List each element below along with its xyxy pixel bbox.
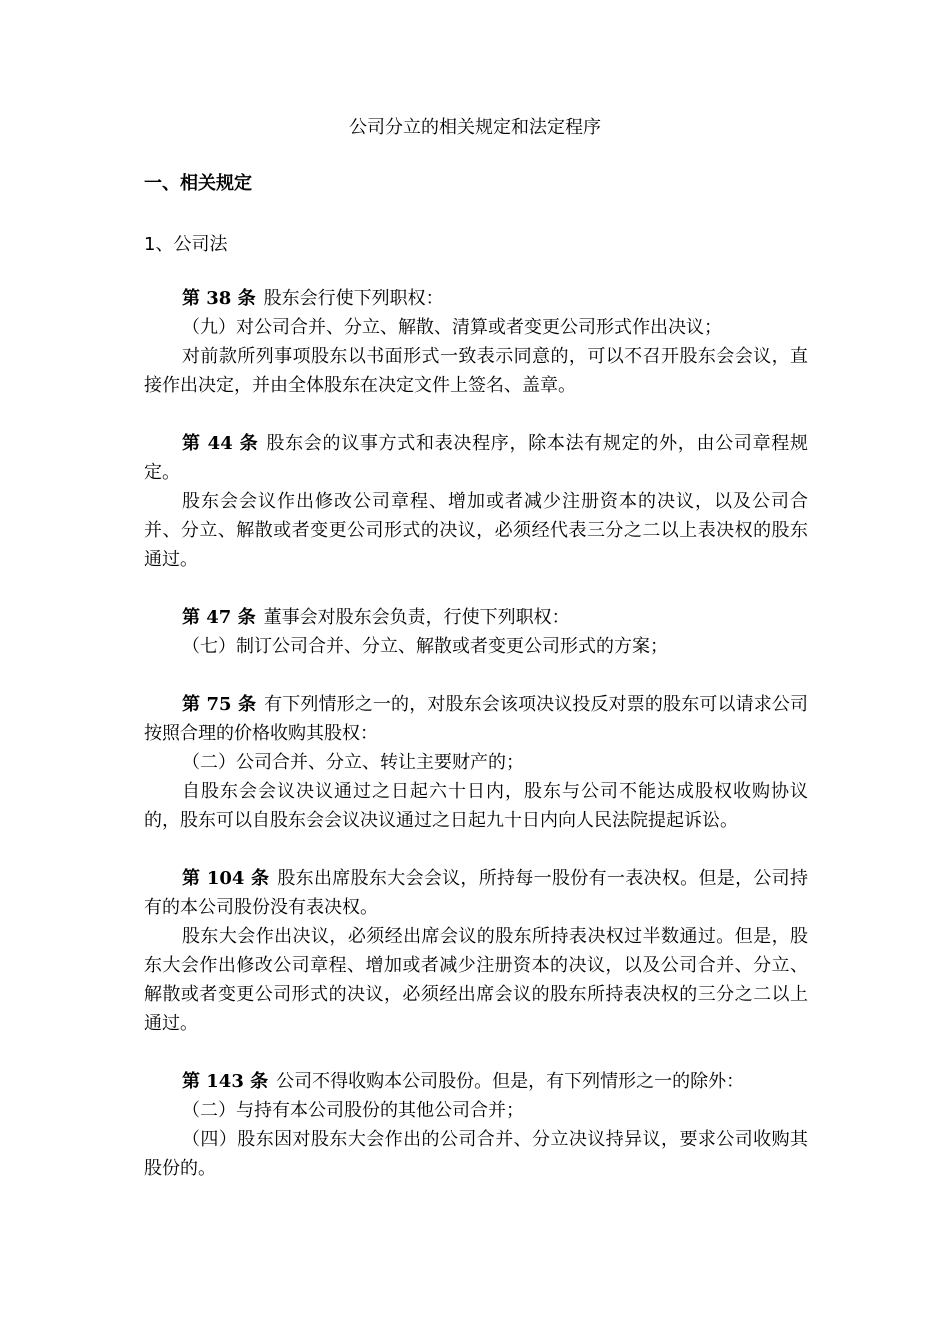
article-list xyxy=(144,284,808,1212)
article-38 xyxy=(144,284,808,400)
article-number: 第 143 条 xyxy=(182,1071,269,1092)
article-paragraph: （九）对公司合并、分立、解散、清算或者变更公司形式作出决议； xyxy=(182,317,722,338)
article-text: 公司不得收购本公司股份。但是，有下列情形之一的除外： xyxy=(276,1071,745,1092)
article-paragraph xyxy=(144,429,808,487)
article-paragraph xyxy=(144,864,808,922)
article-143 xyxy=(144,1067,808,1183)
article-paragraph xyxy=(144,1067,808,1096)
article-text: 股东会行使下列职权： xyxy=(263,288,444,309)
article-47 xyxy=(144,603,808,661)
article-paragraph: （二）与持有本公司股份的其他公司合并； xyxy=(182,1100,524,1121)
article-number: 第 104 条 xyxy=(182,868,270,889)
article-paragraph xyxy=(144,690,808,748)
article-104 xyxy=(144,864,808,1038)
article-text: 有下列情形之一的，对股东会该项决议投反对票的股东可以请求公司按照合理的价格收购其股权： xyxy=(144,694,808,744)
article-text: 董事会对股东会负责，行使下列职权： xyxy=(263,607,570,628)
section-heading: 一、相关规定 xyxy=(144,173,252,194)
article-paragraph: 对前款所列事项股东以书面形式一致表示同意的，可以不召开股东会会议，直接作出决定，并由全体股东在决定文件上签名、盖章。 xyxy=(144,346,808,396)
article-75 xyxy=(144,690,808,835)
article-paragraph: 股东大会作出决议，必须经出席会议的股东所持表决权过半数通过。但是，股东大会作出修改公司章程、增加或者减少注册资本的决议，以及公司合并、分立、解散或者变更公司形式的决议，必须经出席会议的股东所持表决权的三分之二以上通过。 xyxy=(144,926,808,1034)
article-paragraph: 自股东会会议决议通过之日起六十日内，股东与公司不能达成股权收购协议的，股东可以自股东会会议决议通过之日起九十日内向人民法院提起诉讼。 xyxy=(144,781,808,831)
article-paragraph xyxy=(144,603,808,632)
article-paragraph: （四）股东因对股东大会作出的公司合并、分立决议持异议，要求公司收购其股份的。 xyxy=(144,1129,808,1179)
article-text: 股东会的议事方式和表决程序，除本法有规定的外，由公司章程规定。 xyxy=(144,433,808,483)
article-number: 第 44 条 xyxy=(182,433,259,454)
subsection-heading: 1、公司法 xyxy=(144,234,228,255)
article-text: 股东出席股东大会会议，所持每一股份有一表决权。但是，公司持有的本公司股份没有表决权。 xyxy=(144,868,808,918)
article-paragraph: （七）制订公司合并、分立、解散或者变更公司形式的方案； xyxy=(182,636,668,657)
article-number: 第 75 条 xyxy=(182,694,257,715)
article-number: 第 47 条 xyxy=(182,607,256,628)
article-44 xyxy=(144,429,808,574)
article-paragraph xyxy=(144,284,808,313)
article-paragraph: （二）公司合并、分立、转让主要财产的； xyxy=(182,752,524,773)
article-number: 第 38 条 xyxy=(182,288,256,309)
document-title: 公司分立的相关规定和法定程序 xyxy=(349,117,601,138)
article-paragraph: 股东会会议作出修改公司章程、增加或者减少注册资本的决议，以及公司合并、分立、解散或者变更公司形式的决议，必须经代表三分之二以上表决权的股东通过。 xyxy=(144,491,808,570)
